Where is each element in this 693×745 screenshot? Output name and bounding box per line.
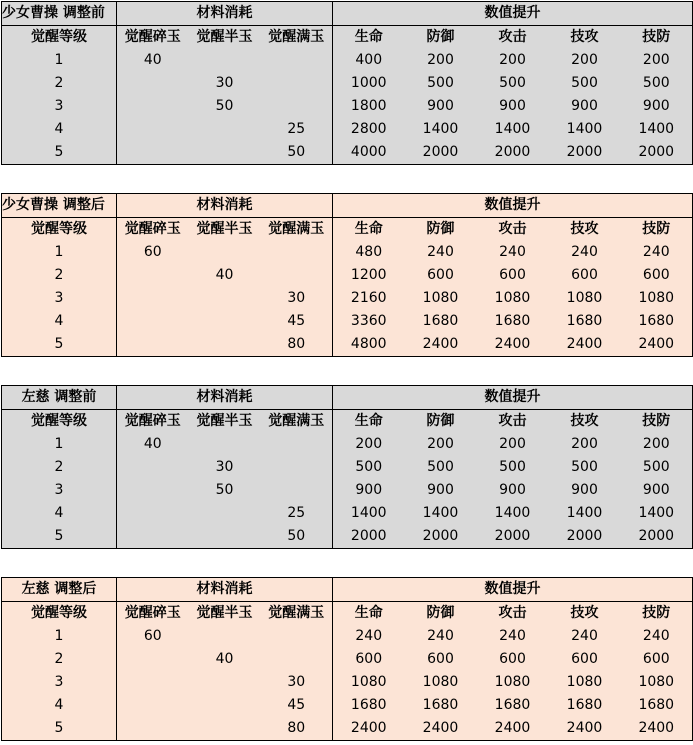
stat-cell: 1680 bbox=[333, 694, 405, 717]
stat-cell: 900 bbox=[621, 479, 693, 502]
table-header-row bbox=[2, 194, 693, 218]
material-cell: 50 bbox=[261, 525, 333, 549]
stat-cell: 1000 bbox=[333, 72, 405, 95]
stat-cell: 240 bbox=[549, 625, 621, 648]
material-cell bbox=[189, 625, 261, 648]
material-header: 觉醒满玉 bbox=[261, 218, 333, 242]
stat-group-header: 数值提升 bbox=[333, 578, 693, 602]
stat-cell: 600 bbox=[477, 648, 549, 671]
level-cell: 1 bbox=[2, 49, 117, 72]
material-cell: 30 bbox=[189, 72, 261, 95]
stat-cell: 600 bbox=[621, 264, 693, 287]
table-row bbox=[2, 72, 693, 95]
stat-cell: 2000 bbox=[405, 525, 477, 549]
stat-header: 攻击 bbox=[477, 26, 549, 50]
table-row bbox=[2, 118, 693, 141]
material-header: 觉醒满玉 bbox=[261, 26, 333, 50]
table-row bbox=[2, 141, 693, 165]
material-cell bbox=[261, 479, 333, 502]
stat-cell: 1200 bbox=[333, 264, 405, 287]
stat-cell: 1680 bbox=[621, 310, 693, 333]
table-title: 左慈 调整前 bbox=[2, 386, 117, 410]
material-cell bbox=[117, 456, 189, 479]
table-title: 少女曹操 调整前 bbox=[2, 2, 117, 26]
stat-header: 技防 bbox=[621, 602, 693, 626]
stat-cell: 240 bbox=[333, 625, 405, 648]
stat-cell: 600 bbox=[405, 264, 477, 287]
material-cell bbox=[117, 502, 189, 525]
stat-cell: 500 bbox=[549, 72, 621, 95]
stat-cell: 200 bbox=[549, 49, 621, 72]
material-cell bbox=[261, 49, 333, 72]
stat-cell: 500 bbox=[549, 456, 621, 479]
material-cell bbox=[261, 264, 333, 287]
stat-cell: 500 bbox=[405, 456, 477, 479]
level-header: 觉醒等级 bbox=[2, 218, 117, 242]
material-header: 觉醒半玉 bbox=[189, 410, 261, 434]
material-cell bbox=[117, 333, 189, 357]
stat-group-header: 数值提升 bbox=[333, 386, 693, 410]
stat-cell: 1080 bbox=[549, 287, 621, 310]
stat-header: 生命 bbox=[333, 602, 405, 626]
material-cell bbox=[117, 479, 189, 502]
level-cell: 3 bbox=[2, 479, 117, 502]
table-title: 左慈 调整后 bbox=[2, 578, 117, 602]
level-cell: 4 bbox=[2, 118, 117, 141]
stat-cell: 2000 bbox=[405, 141, 477, 165]
material-cell bbox=[189, 310, 261, 333]
material-cell bbox=[117, 671, 189, 694]
stat-header: 生命 bbox=[333, 410, 405, 434]
table-header-row bbox=[2, 578, 693, 602]
material-cell: 30 bbox=[261, 287, 333, 310]
table-zuoci-after bbox=[1, 577, 693, 741]
stat-header: 生命 bbox=[333, 218, 405, 242]
material-cell: 80 bbox=[261, 717, 333, 741]
stat-cell: 1680 bbox=[549, 694, 621, 717]
column-header-row bbox=[2, 602, 693, 626]
material-cell bbox=[189, 333, 261, 357]
level-header: 觉醒等级 bbox=[2, 26, 117, 50]
material-cell bbox=[189, 433, 261, 456]
stat-cell: 2800 bbox=[333, 118, 405, 141]
material-group-header: 材料消耗 bbox=[117, 386, 333, 410]
level-cell: 2 bbox=[2, 264, 117, 287]
table-row bbox=[2, 433, 693, 456]
stat-cell: 1400 bbox=[621, 502, 693, 525]
material-cell bbox=[117, 717, 189, 741]
material-header: 觉醒碎玉 bbox=[117, 218, 189, 242]
stat-cell: 600 bbox=[621, 648, 693, 671]
stat-header: 攻击 bbox=[477, 602, 549, 626]
table-zuoci-before bbox=[1, 385, 693, 549]
material-cell: 80 bbox=[261, 333, 333, 357]
stat-cell: 600 bbox=[477, 264, 549, 287]
stat-cell: 240 bbox=[405, 241, 477, 264]
column-header-row bbox=[2, 218, 693, 242]
stat-header: 防御 bbox=[405, 410, 477, 434]
stat-cell: 1680 bbox=[549, 310, 621, 333]
material-cell: 60 bbox=[117, 625, 189, 648]
stat-cell: 1680 bbox=[621, 694, 693, 717]
material-cell: 45 bbox=[261, 694, 333, 717]
material-cell: 40 bbox=[189, 648, 261, 671]
column-header-row bbox=[2, 26, 693, 50]
material-cell bbox=[117, 72, 189, 95]
material-cell: 40 bbox=[117, 49, 189, 72]
stat-cell: 200 bbox=[405, 433, 477, 456]
material-cell bbox=[261, 95, 333, 118]
stat-cell: 500 bbox=[621, 72, 693, 95]
stat-cell: 900 bbox=[621, 95, 693, 118]
stat-cell: 1400 bbox=[621, 118, 693, 141]
material-cell bbox=[261, 433, 333, 456]
table-row bbox=[2, 525, 693, 549]
material-cell bbox=[117, 141, 189, 165]
material-cell bbox=[189, 717, 261, 741]
level-cell: 4 bbox=[2, 694, 117, 717]
stat-cell: 1680 bbox=[405, 310, 477, 333]
material-cell: 25 bbox=[261, 502, 333, 525]
material-cell: 60 bbox=[117, 241, 189, 264]
level-cell: 3 bbox=[2, 287, 117, 310]
stat-cell: 900 bbox=[477, 95, 549, 118]
stat-cell: 2400 bbox=[621, 333, 693, 357]
stat-header: 攻击 bbox=[477, 218, 549, 242]
stat-header: 防御 bbox=[405, 602, 477, 626]
stat-cell: 900 bbox=[405, 95, 477, 118]
material-cell: 40 bbox=[117, 433, 189, 456]
stat-cell: 900 bbox=[549, 95, 621, 118]
level-cell: 1 bbox=[2, 433, 117, 456]
stat-cell: 1400 bbox=[477, 118, 549, 141]
level-cell: 2 bbox=[2, 72, 117, 95]
stat-cell: 240 bbox=[477, 625, 549, 648]
stat-cell: 1680 bbox=[477, 310, 549, 333]
table-row bbox=[2, 241, 693, 264]
table-row bbox=[2, 287, 693, 310]
table-row bbox=[2, 49, 693, 72]
level-cell: 3 bbox=[2, 95, 117, 118]
column-header-row bbox=[2, 410, 693, 434]
stat-cell: 200 bbox=[621, 433, 693, 456]
table-caocao-after bbox=[1, 193, 693, 357]
stat-cell: 2000 bbox=[477, 525, 549, 549]
stat-header: 技攻 bbox=[549, 410, 621, 434]
stat-cell: 2400 bbox=[405, 333, 477, 357]
stat-cell: 500 bbox=[477, 72, 549, 95]
table-row bbox=[2, 264, 693, 287]
stat-cell: 240 bbox=[405, 625, 477, 648]
stat-cell: 2400 bbox=[621, 717, 693, 741]
stat-cell: 1080 bbox=[621, 287, 693, 310]
material-header: 觉醒碎玉 bbox=[117, 602, 189, 626]
table-title: 少女曹操 调整后 bbox=[2, 194, 117, 218]
material-cell bbox=[117, 118, 189, 141]
level-cell: 1 bbox=[2, 625, 117, 648]
stat-cell: 2000 bbox=[477, 141, 549, 165]
material-header: 觉醒满玉 bbox=[261, 602, 333, 626]
stat-cell: 1080 bbox=[405, 287, 477, 310]
material-cell bbox=[117, 95, 189, 118]
material-group-header: 材料消耗 bbox=[117, 194, 333, 218]
table-row bbox=[2, 456, 693, 479]
level-cell: 5 bbox=[2, 717, 117, 741]
level-cell: 5 bbox=[2, 333, 117, 357]
stat-header: 防御 bbox=[405, 218, 477, 242]
material-cell bbox=[261, 456, 333, 479]
stat-cell: 2400 bbox=[477, 333, 549, 357]
material-cell bbox=[261, 648, 333, 671]
level-cell: 2 bbox=[2, 648, 117, 671]
stat-cell: 1400 bbox=[405, 502, 477, 525]
material-cell bbox=[189, 502, 261, 525]
material-cell bbox=[189, 241, 261, 264]
stat-cell: 2400 bbox=[549, 717, 621, 741]
stat-group-header: 数值提升 bbox=[333, 194, 693, 218]
material-cell bbox=[261, 241, 333, 264]
stat-cell: 240 bbox=[621, 625, 693, 648]
stat-cell: 2000 bbox=[621, 141, 693, 165]
material-cell: 45 bbox=[261, 310, 333, 333]
material-cell bbox=[117, 694, 189, 717]
stat-cell: 600 bbox=[549, 648, 621, 671]
table-header-row bbox=[2, 386, 693, 410]
stat-header: 攻击 bbox=[477, 410, 549, 434]
stat-cell: 2000 bbox=[333, 525, 405, 549]
stat-cell: 500 bbox=[333, 456, 405, 479]
material-cell: 30 bbox=[261, 671, 333, 694]
stat-header: 防御 bbox=[405, 26, 477, 50]
table-row bbox=[2, 671, 693, 694]
level-header: 觉醒等级 bbox=[2, 602, 117, 626]
stat-cell: 600 bbox=[333, 648, 405, 671]
material-cell bbox=[117, 287, 189, 310]
material-header: 觉醒半玉 bbox=[189, 26, 261, 50]
table-header-row bbox=[2, 2, 693, 26]
stat-cell: 1080 bbox=[405, 671, 477, 694]
material-cell bbox=[117, 310, 189, 333]
stat-cell: 1400 bbox=[405, 118, 477, 141]
stat-cell: 1400 bbox=[549, 502, 621, 525]
stat-cell: 1080 bbox=[621, 671, 693, 694]
table-row bbox=[2, 694, 693, 717]
stat-header: 技攻 bbox=[549, 602, 621, 626]
level-cell: 1 bbox=[2, 241, 117, 264]
stat-cell: 200 bbox=[333, 433, 405, 456]
level-cell: 4 bbox=[2, 502, 117, 525]
material-cell: 50 bbox=[189, 95, 261, 118]
material-cell bbox=[189, 49, 261, 72]
stat-cell: 1800 bbox=[333, 95, 405, 118]
stat-cell: 4800 bbox=[333, 333, 405, 357]
stat-cell: 4000 bbox=[333, 141, 405, 165]
stat-cell: 2000 bbox=[621, 525, 693, 549]
material-cell bbox=[117, 264, 189, 287]
table-caocao-before bbox=[1, 1, 693, 165]
material-cell: 25 bbox=[261, 118, 333, 141]
stat-cell: 1400 bbox=[333, 502, 405, 525]
level-cell: 5 bbox=[2, 525, 117, 549]
stat-header: 技防 bbox=[621, 218, 693, 242]
level-header: 觉醒等级 bbox=[2, 410, 117, 434]
stat-cell: 2400 bbox=[549, 333, 621, 357]
material-header: 觉醒满玉 bbox=[261, 410, 333, 434]
table-row bbox=[2, 648, 693, 671]
material-header: 觉醒碎玉 bbox=[117, 26, 189, 50]
stat-cell: 900 bbox=[477, 479, 549, 502]
stat-cell: 500 bbox=[405, 72, 477, 95]
material-header: 觉醒碎玉 bbox=[117, 410, 189, 434]
material-header: 觉醒半玉 bbox=[189, 218, 261, 242]
stat-header: 技防 bbox=[621, 410, 693, 434]
level-cell: 5 bbox=[2, 141, 117, 165]
stat-header: 技防 bbox=[621, 26, 693, 50]
stat-cell: 1080 bbox=[333, 671, 405, 694]
table-row bbox=[2, 310, 693, 333]
table-row bbox=[2, 479, 693, 502]
stat-cell: 1680 bbox=[477, 694, 549, 717]
material-cell bbox=[261, 625, 333, 648]
material-group-header: 材料消耗 bbox=[117, 578, 333, 602]
stat-cell: 2160 bbox=[333, 287, 405, 310]
stat-cell: 2400 bbox=[405, 717, 477, 741]
stat-cell: 1080 bbox=[477, 671, 549, 694]
stat-cell: 1080 bbox=[549, 671, 621, 694]
material-cell: 40 bbox=[189, 264, 261, 287]
stat-cell: 200 bbox=[477, 433, 549, 456]
material-cell bbox=[189, 141, 261, 165]
level-cell: 3 bbox=[2, 671, 117, 694]
stat-cell: 900 bbox=[549, 479, 621, 502]
stat-cell: 2400 bbox=[477, 717, 549, 741]
stat-cell: 600 bbox=[405, 648, 477, 671]
stat-cell: 600 bbox=[549, 264, 621, 287]
stat-cell: 240 bbox=[621, 241, 693, 264]
stat-cell: 900 bbox=[405, 479, 477, 502]
table-row bbox=[2, 95, 693, 118]
material-group-header: 材料消耗 bbox=[117, 2, 333, 26]
table-row bbox=[2, 502, 693, 525]
stat-cell: 240 bbox=[477, 241, 549, 264]
stat-group-header: 数值提升 bbox=[333, 2, 693, 26]
material-cell: 50 bbox=[261, 141, 333, 165]
table-row bbox=[2, 625, 693, 648]
table-row bbox=[2, 333, 693, 357]
stat-cell: 1680 bbox=[405, 694, 477, 717]
stat-cell: 200 bbox=[405, 49, 477, 72]
stat-cell: 500 bbox=[621, 456, 693, 479]
material-cell: 50 bbox=[189, 479, 261, 502]
material-cell bbox=[189, 525, 261, 549]
stat-header: 生命 bbox=[333, 26, 405, 50]
level-cell: 4 bbox=[2, 310, 117, 333]
level-cell: 2 bbox=[2, 456, 117, 479]
stat-cell: 240 bbox=[549, 241, 621, 264]
stat-cell: 1080 bbox=[477, 287, 549, 310]
table-row bbox=[2, 717, 693, 741]
stat-cell: 1400 bbox=[549, 118, 621, 141]
stat-header: 技攻 bbox=[549, 218, 621, 242]
stat-cell: 900 bbox=[333, 479, 405, 502]
material-cell bbox=[189, 671, 261, 694]
stat-cell: 3360 bbox=[333, 310, 405, 333]
stat-cell: 480 bbox=[333, 241, 405, 264]
material-cell: 30 bbox=[189, 456, 261, 479]
stat-cell: 2000 bbox=[549, 525, 621, 549]
stat-cell: 200 bbox=[477, 49, 549, 72]
material-cell bbox=[117, 648, 189, 671]
stat-cell: 1400 bbox=[477, 502, 549, 525]
stat-cell: 200 bbox=[549, 433, 621, 456]
stat-cell: 400 bbox=[333, 49, 405, 72]
stat-cell: 2000 bbox=[549, 141, 621, 165]
material-cell bbox=[189, 287, 261, 310]
material-cell bbox=[189, 694, 261, 717]
material-header: 觉醒半玉 bbox=[189, 602, 261, 626]
material-cell bbox=[117, 525, 189, 549]
stat-cell: 200 bbox=[621, 49, 693, 72]
stat-cell: 2400 bbox=[333, 717, 405, 741]
material-cell bbox=[261, 72, 333, 95]
stat-header: 技攻 bbox=[549, 26, 621, 50]
stat-cell: 500 bbox=[477, 456, 549, 479]
material-cell bbox=[189, 118, 261, 141]
